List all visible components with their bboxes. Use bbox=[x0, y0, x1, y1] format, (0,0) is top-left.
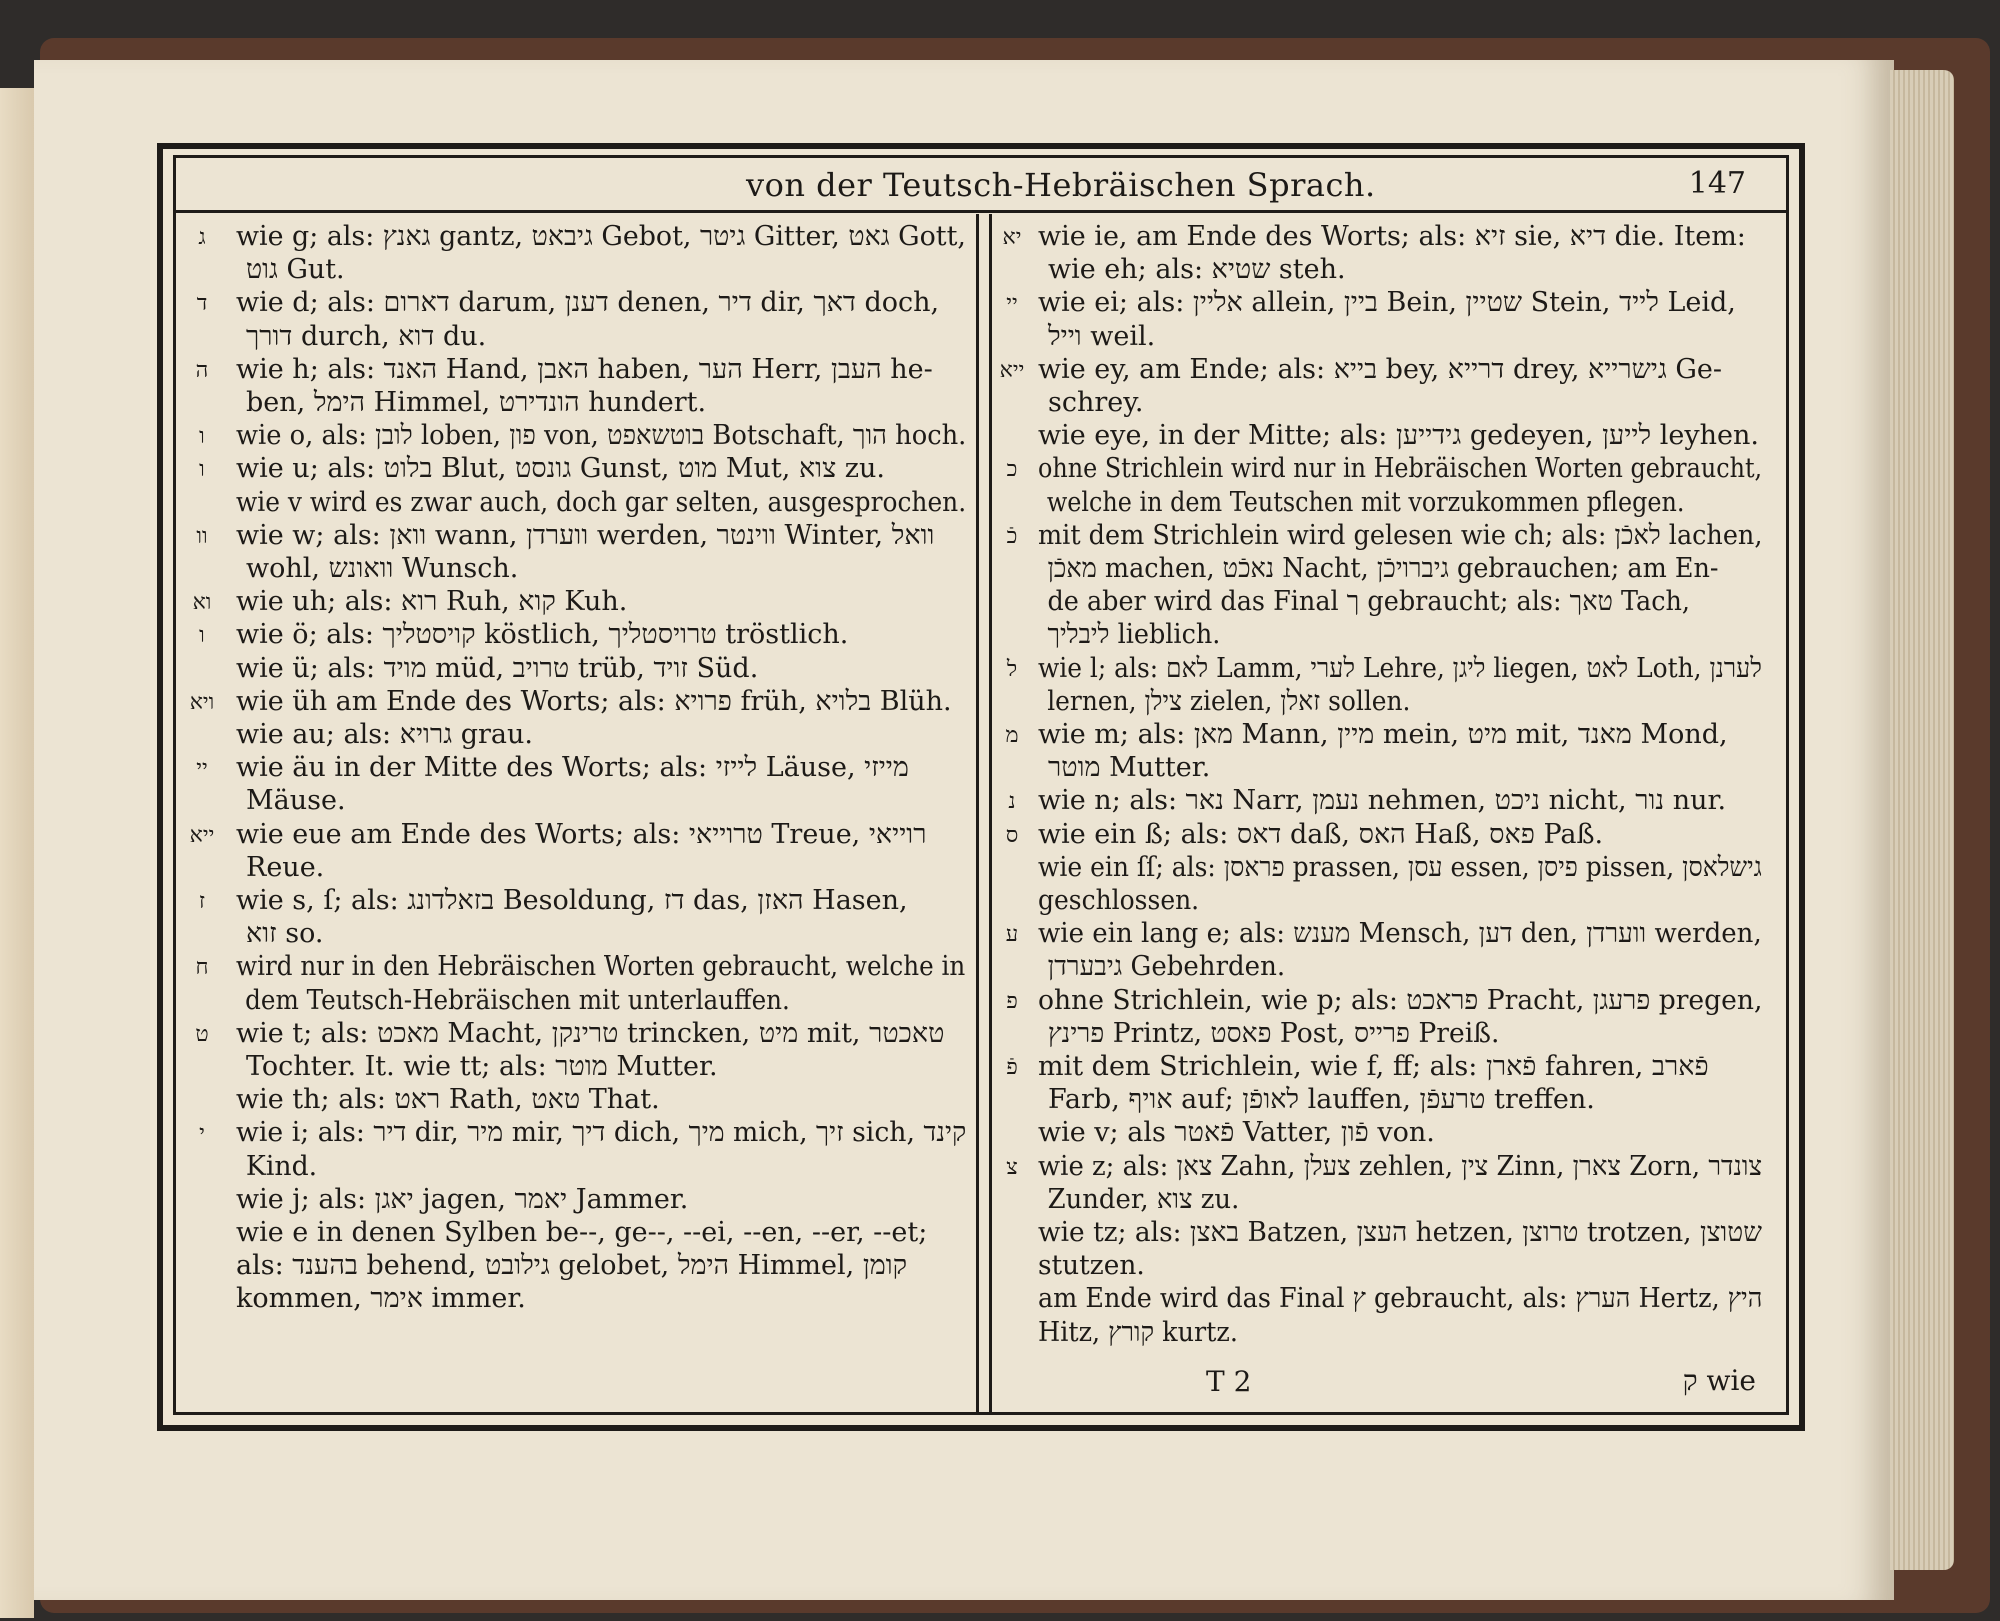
entry-line: wie m; als: מאן Mann, מיין mein, מיט mit, מאנד Mond, bbox=[1038, 719, 1728, 750]
entry-line: wie i; als: דיר dir, מיר mir, דיך dich, מיך mich, זיך sich, קינד bbox=[236, 1117, 967, 1149]
entry-line: wie s, ſ; als: בזאלדונג Besoldung, דז das, האזן Hasen, bbox=[236, 885, 908, 916]
entry-line: ben, הימל Himmel, הונדירט hundert. bbox=[246, 387, 707, 418]
entry-line: מוטר Mutter. bbox=[1048, 752, 1211, 784]
alphabet-entry bbox=[1038, 718, 1728, 784]
alphabet-entry bbox=[1038, 353, 1722, 419]
entry-line: geschlossen. bbox=[1038, 885, 1200, 916]
entry-line: וייל weil. bbox=[1048, 320, 1156, 352]
entry-line: wie eh; als: שטיא steh. bbox=[1048, 254, 1346, 286]
alphabet-entry bbox=[1038, 452, 1857, 518]
entry-line: Hitz, קורץ kurtz. bbox=[1038, 1316, 1238, 1348]
entry-line: stutzen. bbox=[1038, 1250, 1145, 1282]
entry-line: פרינץ Printz, פאסט Post, פרייס Preiß. bbox=[1047, 1017, 1500, 1049]
hebrew-letter: ל bbox=[1006, 656, 1018, 682]
page-number: 147 bbox=[1688, 166, 1746, 201]
alphabet-entry bbox=[1038, 818, 1603, 851]
entry-line: wie eye, in der Mitte; als: גידייען gedeyen, לייען leyhen. bbox=[1038, 420, 1759, 452]
entry-line: wird nur in den Hebräischen Worten gebraucht, welche in bbox=[236, 951, 966, 983]
hebrew-letter: וו bbox=[196, 523, 208, 549]
hebrew-letter: נ bbox=[1008, 789, 1016, 815]
alphabet-entry bbox=[1038, 1216, 1778, 1282]
hebrew-letter: וא bbox=[192, 590, 212, 616]
entry-line: גיבערדן Gebehrden. bbox=[1047, 951, 1286, 983]
alphabet-entry bbox=[1038, 220, 1746, 286]
entry-line: Farb, אויף auf; לאופֿן lauffen, טרעפֿן treffen. bbox=[1048, 1084, 1595, 1116]
alphabet-entry bbox=[1038, 286, 1736, 352]
right-column bbox=[992, 214, 1786, 1412]
hebrew-letter: פ bbox=[1006, 988, 1018, 1014]
entry-line: ohne Strichlein, wie p; als: פראכט Pracht, פרעגן pregen, bbox=[1038, 984, 1763, 1016]
text-frame bbox=[157, 143, 1805, 1431]
hebrew-letter: ה bbox=[195, 357, 209, 383]
entry-line: Zunder, צוא zu. bbox=[1047, 1183, 1240, 1215]
entry-line: de aber wird das Final ך gebraucht; als: טאך Tach, bbox=[1047, 586, 1691, 618]
alphabet-entry bbox=[1038, 1282, 1806, 1348]
entry-line: ohne Strichlein wird nur in Hebräischen Worten gebraucht, bbox=[1038, 453, 1763, 485]
column-divider bbox=[976, 214, 992, 1412]
entry-line: דורך durch, דוא du. bbox=[246, 320, 487, 352]
alphabet-entry bbox=[1038, 419, 1759, 452]
alphabet-entry bbox=[236, 718, 533, 751]
entry-line: Kind. bbox=[245, 1150, 318, 1182]
alphabet-entry bbox=[236, 652, 758, 685]
alphabet-entry bbox=[236, 818, 926, 884]
entry-line: lernen, צילן zielen, זאלן sollen. bbox=[1047, 685, 1411, 717]
hebrew-letter: ו bbox=[199, 623, 205, 649]
entry-line: wie w; als: וואן wann, ווערדן werden, ווינטר Winter, וואל bbox=[236, 519, 935, 551]
entry-line: wie d; als: דארום darum, דענן denen, דיר dir, דאך doch, bbox=[236, 287, 940, 319]
entry-line: wie uh; als: רוא Ruh, קוא Kuh. bbox=[236, 586, 628, 618]
alphabet-entry bbox=[236, 1083, 660, 1116]
entry-line: wie n; als: נאר Narr, נעמן nehmen, ניכט nicht, נור nur. bbox=[1038, 785, 1727, 817]
left-column bbox=[176, 214, 976, 1412]
entry-line: schrey. bbox=[1048, 387, 1144, 418]
hebrew-letter: כ bbox=[1006, 457, 1018, 483]
hebrew-letter: י bbox=[199, 1121, 205, 1147]
text-frame-inner bbox=[173, 155, 1789, 1415]
hebrew-letter: יי bbox=[1006, 291, 1018, 317]
alphabet-entry bbox=[236, 585, 627, 618]
alphabet-entry bbox=[236, 1216, 927, 1316]
alphabet-entry bbox=[236, 685, 952, 718]
alphabet-entry bbox=[1038, 1150, 1793, 1216]
alphabet-entry bbox=[1038, 984, 1774, 1050]
hebrew-letter: ס bbox=[1005, 822, 1019, 848]
entry-line: wie ie, am Ende des Worts; als: זיא sie, דיא die. Item: bbox=[1038, 221, 1746, 252]
alphabet-entry bbox=[1038, 917, 1789, 983]
hebrew-letter: ע bbox=[1005, 922, 1019, 948]
alphabet-entry bbox=[236, 884, 908, 950]
hebrew-letter: מ bbox=[1005, 723, 1019, 748]
alphabet-entry bbox=[236, 286, 939, 352]
entry-line: mit dem Strichlein wird gelesen wie ch; als: לאכֿן lachen, bbox=[1038, 519, 1763, 551]
hebrew-letter: ט bbox=[195, 1021, 209, 1047]
hebrew-letter: ו bbox=[199, 457, 205, 483]
entry-line: Tochter. It. wie tt; als: מוטר Mutter. bbox=[246, 1051, 718, 1082]
entry-line: wie h; als: האנד Hand, האבן haben, הער Herr, העבן he- bbox=[236, 353, 933, 385]
alphabet-entry bbox=[1038, 784, 1726, 817]
entry-line: kommen, אימר immer. bbox=[236, 1283, 526, 1315]
entry-line: Reue. bbox=[246, 851, 325, 883]
alphabet-entry bbox=[236, 1183, 688, 1216]
hebrew-letter: צ bbox=[1006, 1154, 1018, 1180]
alphabet-entry bbox=[1038, 1050, 1709, 1116]
hebrew-letter: ח bbox=[195, 955, 209, 981]
entry-line: wie ü; als: מויד müd, טרויב trüb, זויד Süd. bbox=[236, 652, 759, 684]
entry-line: am Ende wird das Final ץ gebraucht, als: הערץ Hertz, היץ bbox=[1038, 1283, 1763, 1315]
entry-line: welche in dem Teutschen mit vorzukommen pflegen. bbox=[1046, 486, 1685, 518]
entry-line: wie au; als: גרויא grau. bbox=[236, 719, 533, 750]
alphabet-entry bbox=[236, 452, 885, 485]
entry-line: wie z; als: צאן Zahn, צעלן zehlen, צין Zinn, צארן Zorn, צונדר bbox=[1038, 1150, 1763, 1182]
entry-line: wie v wird es zwar auch, doch gar selten, ausgesprochen. bbox=[236, 486, 967, 518]
entry-line: wie tz; als: באצן Batzen, העצן hetzen, טרוצן trotzen, שטוצן bbox=[1038, 1217, 1762, 1248]
entry-line: גוט Gut. bbox=[245, 254, 345, 286]
page-title: von der Teutsch-Hebräischen Sprach. bbox=[746, 166, 1376, 204]
page-block-edge bbox=[1890, 70, 1954, 1570]
hebrew-letter: ו bbox=[199, 424, 205, 450]
hebrew-letter: ד bbox=[196, 291, 208, 317]
catchword: ק wie bbox=[1682, 1364, 1756, 1397]
alphabet-entry bbox=[236, 519, 934, 585]
signature-mark: T 2 bbox=[1206, 1365, 1252, 1398]
entry-line: dem Teutsch-Hebräischen mit unterlauffen. bbox=[245, 984, 790, 1016]
entry-line: ליבליך lieblich. bbox=[1047, 619, 1221, 651]
entry-line: wie o, als: לובן loben, פון von, בוטשאפט Botschaft, הוך hoch. bbox=[236, 420, 967, 452]
hebrew-letter: ג bbox=[198, 225, 206, 250]
entry-line: wohl, וואונש Wunsch. bbox=[246, 553, 519, 584]
entry-line: wie eue am Ende des Worts; als: טרוייאי Treue, רוייאי bbox=[236, 818, 927, 850]
entry-line: wie ei; als: אליין allein, ביין Bein, שטיין Stein, לייד Leid, bbox=[1038, 287, 1736, 319]
entry-line: wie äu in der Mitte des Worts; als: לייזי Läuse, מייזי bbox=[236, 752, 909, 784]
entry-line: wie v; als פֿאטר Vatter, פֿון von. bbox=[1038, 1117, 1435, 1149]
entry-line: מאכֿן machen, נאכֿט Nacht, גיברויכֿן gebrauchen; am En- bbox=[1047, 553, 1719, 584]
hebrew-letter: ויא bbox=[189, 689, 215, 715]
alphabet-entry bbox=[1038, 519, 1805, 652]
alphabet-entry bbox=[236, 618, 848, 651]
entry-line: wie ein lang e; als: מענש Mensch, דען den, ווערדן werden, bbox=[1038, 918, 1762, 950]
hebrew-letter: יא bbox=[1002, 225, 1022, 250]
alphabet-entry bbox=[236, 220, 970, 286]
entry-line: Mäuse. bbox=[246, 785, 346, 817]
alphabet-entry bbox=[236, 950, 1036, 1016]
left-page-edge bbox=[0, 88, 34, 1618]
entry-line: mit dem Strichlein, wie f, ff; als: פֿארן fahren, פֿארב bbox=[1038, 1051, 1709, 1082]
entry-line: wie g; als: גאנץ gantz, גיבאט Gebot, גיטר Gitter, גאט Gott, bbox=[236, 221, 966, 252]
entry-line: wie ö; als: קויסטליך köstlich, טרויסטליך tröstlich. bbox=[236, 619, 849, 651]
hebrew-letter: ייא bbox=[189, 822, 215, 848]
alphabet-entry bbox=[236, 419, 1002, 452]
entry-line: wie t; als: מאכט Macht, טרינקן trincken, מיט mit, טאכטר bbox=[236, 1017, 945, 1049]
entry-line: wie üh am Ende des Worts; als: פרויא früh, בלויא Blüh. bbox=[236, 685, 952, 717]
entry-line: wie ein ß; als: דאס daß, האס Haß, פאס Paß. bbox=[1038, 818, 1604, 850]
entry-line: als: בהענד behend, גילובט gelobet, הימל Himmel, קומן bbox=[236, 1250, 908, 1282]
entry-line: wie th; als: ראט Rath, טאט That. bbox=[236, 1084, 660, 1116]
alphabet-entry bbox=[1038, 652, 1823, 718]
entry-line: wie ein ſſ; als: פראסן prassen, עסן essen, פיסן pissen, גישלאסן bbox=[1038, 851, 1762, 883]
hebrew-letter: פֿ bbox=[1006, 1055, 1018, 1080]
alphabet-entry bbox=[236, 1116, 974, 1182]
entry-line: wie j; als: יאגן jagen, יאמר Jammer. bbox=[236, 1183, 689, 1215]
alphabet-entry bbox=[1038, 1116, 1435, 1149]
alphabet-entry bbox=[1038, 851, 1821, 917]
alphabet-entry bbox=[236, 751, 909, 817]
entry-line: wie u; als: בלוט Blut, גונסט Gunst, מוט Mut, צוא zu. bbox=[236, 453, 885, 485]
alphabet-entry bbox=[236, 1017, 944, 1083]
hebrew-letter: יי bbox=[196, 756, 208, 782]
running-head bbox=[176, 158, 1786, 213]
entry-line: wie ey, am Ende; als: בייא bey, דרייא drey, גישרייא Ge- bbox=[1038, 353, 1722, 385]
alphabet-entry bbox=[236, 353, 933, 419]
hebrew-letter: ייא bbox=[999, 357, 1025, 383]
entry-line: wie l; als: לאם Lamm, לערי Lehre, ליגן liegen, לאט Loth, לערנן bbox=[1038, 652, 1762, 684]
entry-line: זוא so. bbox=[246, 918, 324, 950]
hebrew-letter: ז bbox=[198, 889, 206, 914]
entry-line: wie e in denen Sylben be--, ge--, --ei, --en, --er, --et; bbox=[236, 1217, 928, 1248]
hebrew-letter: כֿ bbox=[1006, 523, 1018, 549]
alphabet-entry bbox=[236, 486, 1028, 519]
